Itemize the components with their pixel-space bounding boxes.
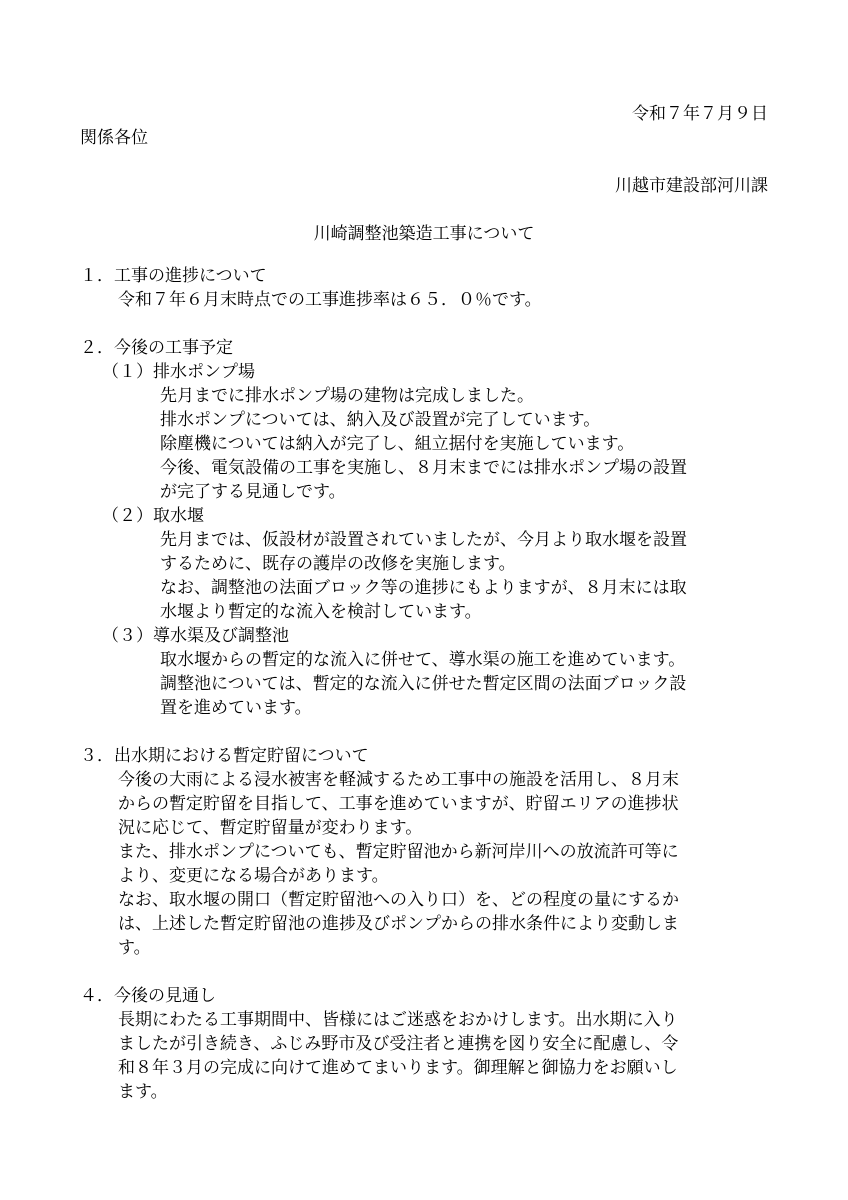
sender-department: 川越市建設部河川課 bbox=[615, 176, 768, 196]
text-line: す。 bbox=[118, 938, 151, 958]
section-schedule bbox=[80, 336, 780, 720]
text-line: するために、既存の護岸の改修を実施します。 bbox=[160, 554, 516, 574]
text-line: 取水堰からの暫定的な流入に併せて、導水渠の施工を進めています。 bbox=[160, 650, 686, 670]
text-line: からの暫定貯留を目指して、工事を進めていますが、貯留エリアの進捗状 bbox=[118, 794, 679, 814]
section-paragraph bbox=[80, 768, 780, 960]
document-date: 令和７年７月９日 bbox=[632, 104, 768, 124]
text-line: ましたが引き続き、ふじみ野市及び受注者と連携を図り安全に配慮し、令 bbox=[118, 1034, 679, 1054]
section-paragraph bbox=[80, 288, 780, 312]
subsection-heading: （２）取水堰 bbox=[102, 506, 204, 526]
section-heading: ３．出水期における暫定貯留について bbox=[80, 746, 369, 766]
subsection-heading: （１）排水ポンプ場 bbox=[102, 362, 255, 382]
text-line: 先月までに排水ポンプ場の建物は完成しました。 bbox=[160, 386, 534, 406]
text-line: 況に応じて、暫定貯留量が変わります。 bbox=[118, 818, 423, 838]
text-line: 水堰より暫定的な流入を検討しています。 bbox=[160, 602, 482, 622]
text-line: 調整池については、暫定的な流入に併せた暫定区間の法面ブロック設 bbox=[160, 674, 687, 694]
text-line: は、上述した暫定貯留池の進捗及びポンプからの排水条件により変動しま bbox=[118, 914, 679, 934]
section-heading: ２．今後の工事予定 bbox=[80, 338, 233, 358]
text-line: が完了する見通しです。 bbox=[160, 482, 346, 502]
text-line: また、排水ポンプについても、暫定貯留池から新河岸川への放流許可等に bbox=[118, 842, 679, 862]
text-line: 和８年３月の完成に向けて進めてまいります。御理解と御協力をお願いし bbox=[118, 1058, 678, 1078]
text-line: 排水ポンプについては、納入及び設置が完了しています。 bbox=[160, 410, 601, 430]
text-line: より、変更になる場合があります。 bbox=[118, 866, 389, 886]
section-outlook bbox=[80, 984, 780, 1104]
text-line: 長期にわたる工事期間中、皆様にはご迷惑をおかけします。出水期に入り bbox=[118, 1010, 678, 1030]
text-line: なお、調整池の法面ブロック等の進捗にもよりますが、８月末には取 bbox=[160, 578, 687, 598]
text-line: 今後の大雨による浸水被害を軽減するため工事中の施設を活用し、８月末 bbox=[118, 770, 679, 790]
subsection-paragraph bbox=[80, 384, 780, 504]
section-progress bbox=[80, 264, 780, 312]
text-line: ます。 bbox=[118, 1082, 168, 1102]
addressee: 関係各位 bbox=[80, 128, 148, 148]
section-paragraph bbox=[80, 1008, 780, 1104]
text-line: 今後、電気設備の工事を実施し、８月末までには排水ポンプ場の設置 bbox=[160, 458, 687, 478]
subsection-channel-and-pond bbox=[80, 624, 780, 720]
subsection-pump-station bbox=[80, 360, 780, 504]
section-provisional-storage bbox=[80, 744, 780, 960]
text-line: 先月までは、仮設材が設置されていましたが、今月より取水堰を設置 bbox=[160, 530, 687, 550]
subsection-intake-weir bbox=[80, 504, 780, 624]
subsection-heading: （３）導水渠及び調整池 bbox=[102, 626, 289, 646]
subsection-paragraph bbox=[80, 648, 780, 720]
text-line: なお、取水堰の開口（暫定貯留池への入り口）を、どの程度の量にするか bbox=[118, 890, 679, 910]
text-line: 置を進めています。 bbox=[160, 698, 312, 718]
section-heading: ４．今後の見通し bbox=[80, 986, 216, 1006]
text-line: 令和７年６月末時点での工事進捗率は６５．０％です。 bbox=[118, 290, 542, 310]
document-title: 川崎調整池築造工事について bbox=[313, 224, 535, 244]
section-heading: １．工事の進捗について bbox=[80, 266, 267, 286]
document-body bbox=[80, 264, 780, 1128]
text-line: 除塵機については納入が完了し、組立据付を実施しています。 bbox=[160, 434, 635, 454]
subsection-paragraph bbox=[80, 528, 780, 624]
